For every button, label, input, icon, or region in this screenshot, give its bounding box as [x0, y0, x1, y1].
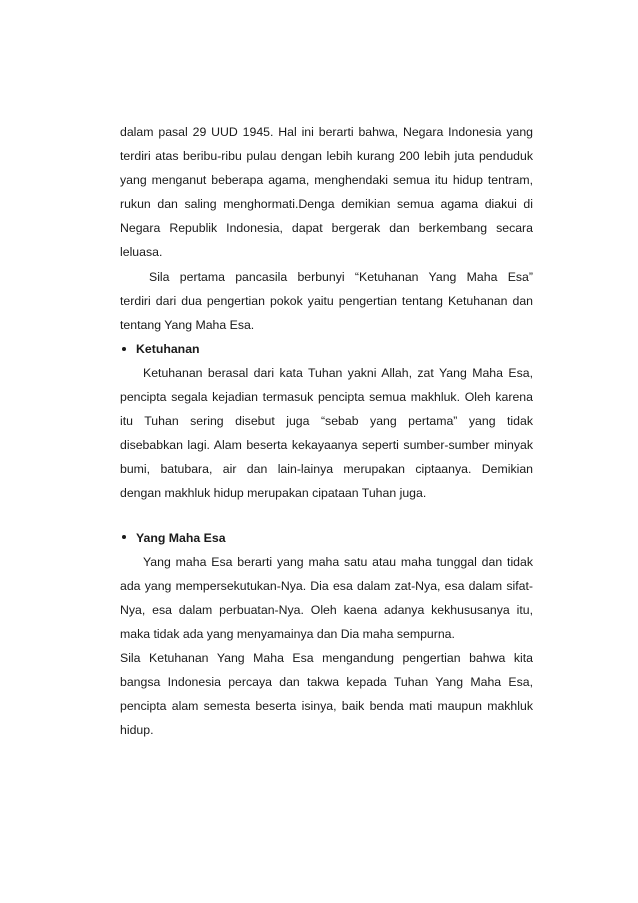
heading-text: Yang Maha Esa [136, 530, 226, 545]
text-line: terdiri atas beribu-ribu pulau dengan lebih kurang 200 lebih juta penduduk [120, 149, 533, 164]
text-line: ada yang mempersekutukan-Nya. Dia esa dalam zat-Nya, esa dalam sifat- [120, 578, 533, 593]
text-line: rukun dan saling menghormati.Denga demikian semua agama diakui di [120, 197, 533, 212]
text-line: terdiri dari dua pengertian pokok yaitu pengertian tentang Ketuhanan dan [120, 293, 533, 308]
text-line: bangsa Indonesia percaya dan takwa kepada Tuhan Yang Maha Esa, [120, 675, 533, 690]
text-line: Sila Ketuhanan Yang Maha Esa mengandung pengertian bahwa kita [120, 650, 533, 665]
text-line: pencipta alam semesta beserta isinya, baik benda mati maupun makhluk [120, 699, 533, 714]
section-heading [120, 526, 533, 550]
paragraph-sila-pertama [120, 265, 533, 337]
section-ketuhanan [120, 337, 533, 506]
paragraph-intro [120, 120, 533, 265]
text-line: dalam pasal 29 UUD 1945. Hal ini berarti bahwa, Negara Indonesia yang [120, 125, 533, 139]
text-line: Ketuhanan berasal dari kata Tuhan yakni Allah, zat Yang Maha Esa, [143, 365, 533, 380]
text-line: Yang maha Esa berarti yang maha satu atau maha tunggal dan tidak [143, 554, 533, 569]
heading-text: Ketuhanan [136, 341, 200, 356]
text-line: tentang Yang Maha Esa. [120, 317, 255, 332]
text-line: itu Tuhan sering disebut juga “sebab yang pertama” yang tidak [120, 414, 533, 429]
text-line: Negara Republik Indonesia, dapat bergerak dan berkembang secara [120, 221, 533, 236]
section-heading [120, 337, 533, 361]
text-line: dengan makhluk hidup merupakan cipataan Tuhan juga. [120, 486, 427, 501]
text-line: pencipta segala kejadian termasuk pencipta semua makhluk. Oleh karena [120, 390, 533, 405]
text-line: maka tidak ada yang menyamainya dan Dia maha sempurna. [120, 626, 455, 641]
bullet-icon [122, 347, 126, 351]
section-yang-maha-esa [120, 526, 533, 646]
document-page [120, 120, 533, 742]
text-line: disebabkan lagi. Alam beserta kekayaanya seperti sumber-sumber minyak [120, 438, 533, 453]
text-line: Nya, esa dalam perbuatan-Nya. Oleh kaena adanya kekhususanya itu, [120, 602, 533, 617]
text-line: Sila pertama pancasila berbunyi “Ketuhanan Yang Maha Esa” [149, 269, 533, 284]
text-line: hidup. [120, 723, 154, 738]
bullet-icon [122, 535, 126, 539]
text-line: bumi, batubara, air dan lain-lainya merupakan ciptaanya. Demikian [120, 462, 533, 477]
section-gap [120, 506, 533, 526]
text-line: yang menganut beberapa agama, menghendaki semua itu hidup tentram, [120, 173, 533, 188]
paragraph-final [120, 646, 533, 742]
text-line: leluasa. [120, 245, 163, 260]
